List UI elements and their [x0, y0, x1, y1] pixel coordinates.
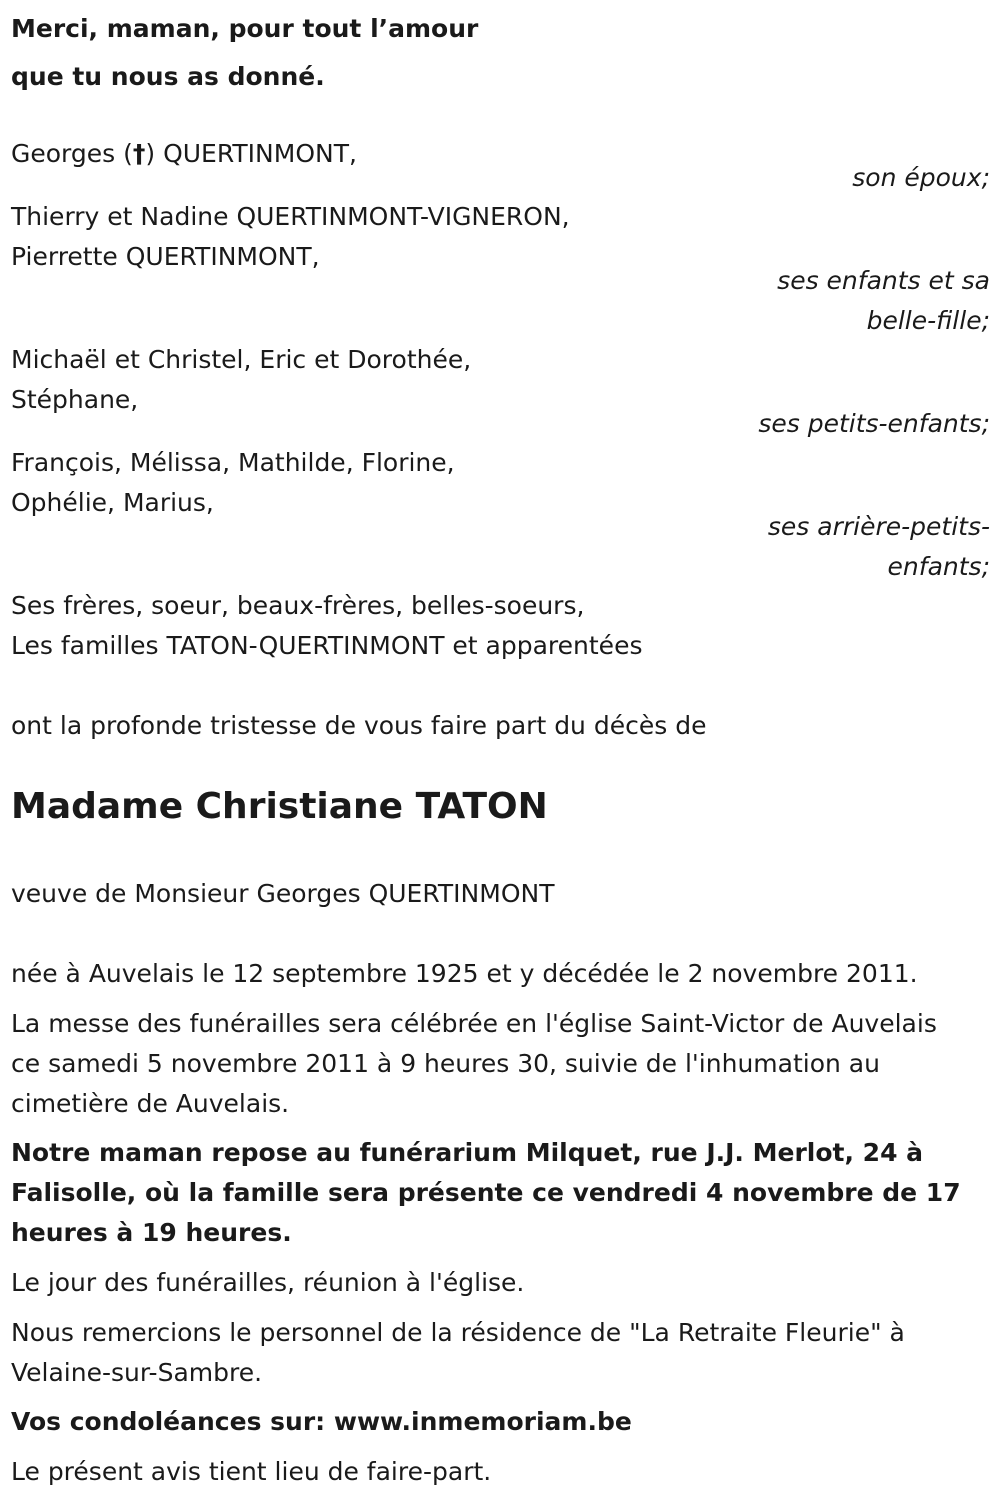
spouse-name-before: Georges ( — [11, 139, 133, 168]
great-grandchildren-relation-line-1: ses arrière-petits- — [767, 512, 990, 541]
announcement: ont la profonde tristesse de vous faire part du décès de — [11, 711, 707, 740]
deceased-name: Madame Christiane TATON — [11, 786, 548, 827]
widow-of: veuve de Monsieur Georges QUERTINMONT — [11, 879, 555, 908]
other-family-line-1: Ses frères, soeur, beaux-frères, belles-soeurs, — [11, 591, 585, 620]
funeral-home — [11, 1133, 990, 1253]
grandchildren-line-1: Michaël et Christel, Eric et Dorothée, — [11, 345, 472, 374]
grandchildren-line-2: Stéphane, — [11, 385, 139, 414]
thanks — [11, 1313, 990, 1393]
heading-line-1: Merci, maman, pour tout l’amour — [11, 14, 479, 43]
mass-line-1: La messe des funérailles sera célébrée en l'église Saint-Victor de Auvelais — [11, 1009, 937, 1038]
children-line-1: Thierry et Nadine QUERTINMONT-VIGNERON, — [11, 202, 570, 231]
great-grandchildren-line-2: Ophélie, Marius, — [11, 488, 214, 517]
funeral-home-line-2: Falisolle, où la famille sera présente ce vendredi 4 novembre de 17 — [11, 1178, 961, 1207]
thanks-line-2: Velaine-sur-Sambre. — [11, 1358, 263, 1387]
heading — [11, 5, 990, 101]
heading-line-2: que tu nous as donné. — [11, 62, 325, 91]
children-relation — [777, 261, 990, 341]
mass-line-2: ce samedi 5 novembre 2011 à 9 heures 30, suivie de l'inhumation au — [11, 1049, 880, 1078]
notice: Le présent avis tient lieu de faire-part. — [11, 1457, 492, 1486]
condolences: Vos condoléances sur: www.inmemoriam.be — [11, 1407, 632, 1436]
spouse-names — [11, 134, 990, 174]
spouse-name-after: ) QUERTINMONT, — [145, 139, 357, 168]
spouse-relation: son époux; — [852, 163, 990, 192]
great-grandchildren-relation-line-2: enfants; — [887, 552, 990, 581]
other-family-line-2: Les familles TATON-QUERTINMONT et apparentées — [11, 631, 643, 660]
mass-line-3: cimetière de Auvelais. — [11, 1089, 290, 1118]
funeral-home-line-3: heures à 19 heures. — [11, 1218, 292, 1247]
gathering: Le jour des funérailles, réunion à l'église. — [11, 1268, 525, 1297]
thanks-line-1: Nous remercions le personnel de la résidence de "La Retraite Fleurie" à — [11, 1318, 905, 1347]
funeral-home-line-1: Notre maman repose au funérarium Milquet, rue J.J. Merlot, 24 à — [11, 1138, 924, 1167]
great-grandchildren-line-1: François, Mélissa, Mathilde, Florine, — [11, 448, 455, 477]
children-relation-line-1: ses enfants et sa — [777, 266, 990, 295]
children-line-2: Pierrette QUERTINMONT, — [11, 242, 320, 271]
mass-details — [11, 1004, 990, 1124]
children-relation-line-2: belle-fille; — [866, 306, 990, 335]
birth-death: née à Auvelais le 12 septembre 1925 et y décédée le 2 novembre 2011. — [11, 959, 918, 988]
other-family — [11, 586, 990, 666]
cross-icon: † — [132, 139, 146, 168]
great-grandchildren-relation — [768, 507, 990, 587]
grandchildren-relation: ses petits-enfants; — [758, 409, 990, 438]
